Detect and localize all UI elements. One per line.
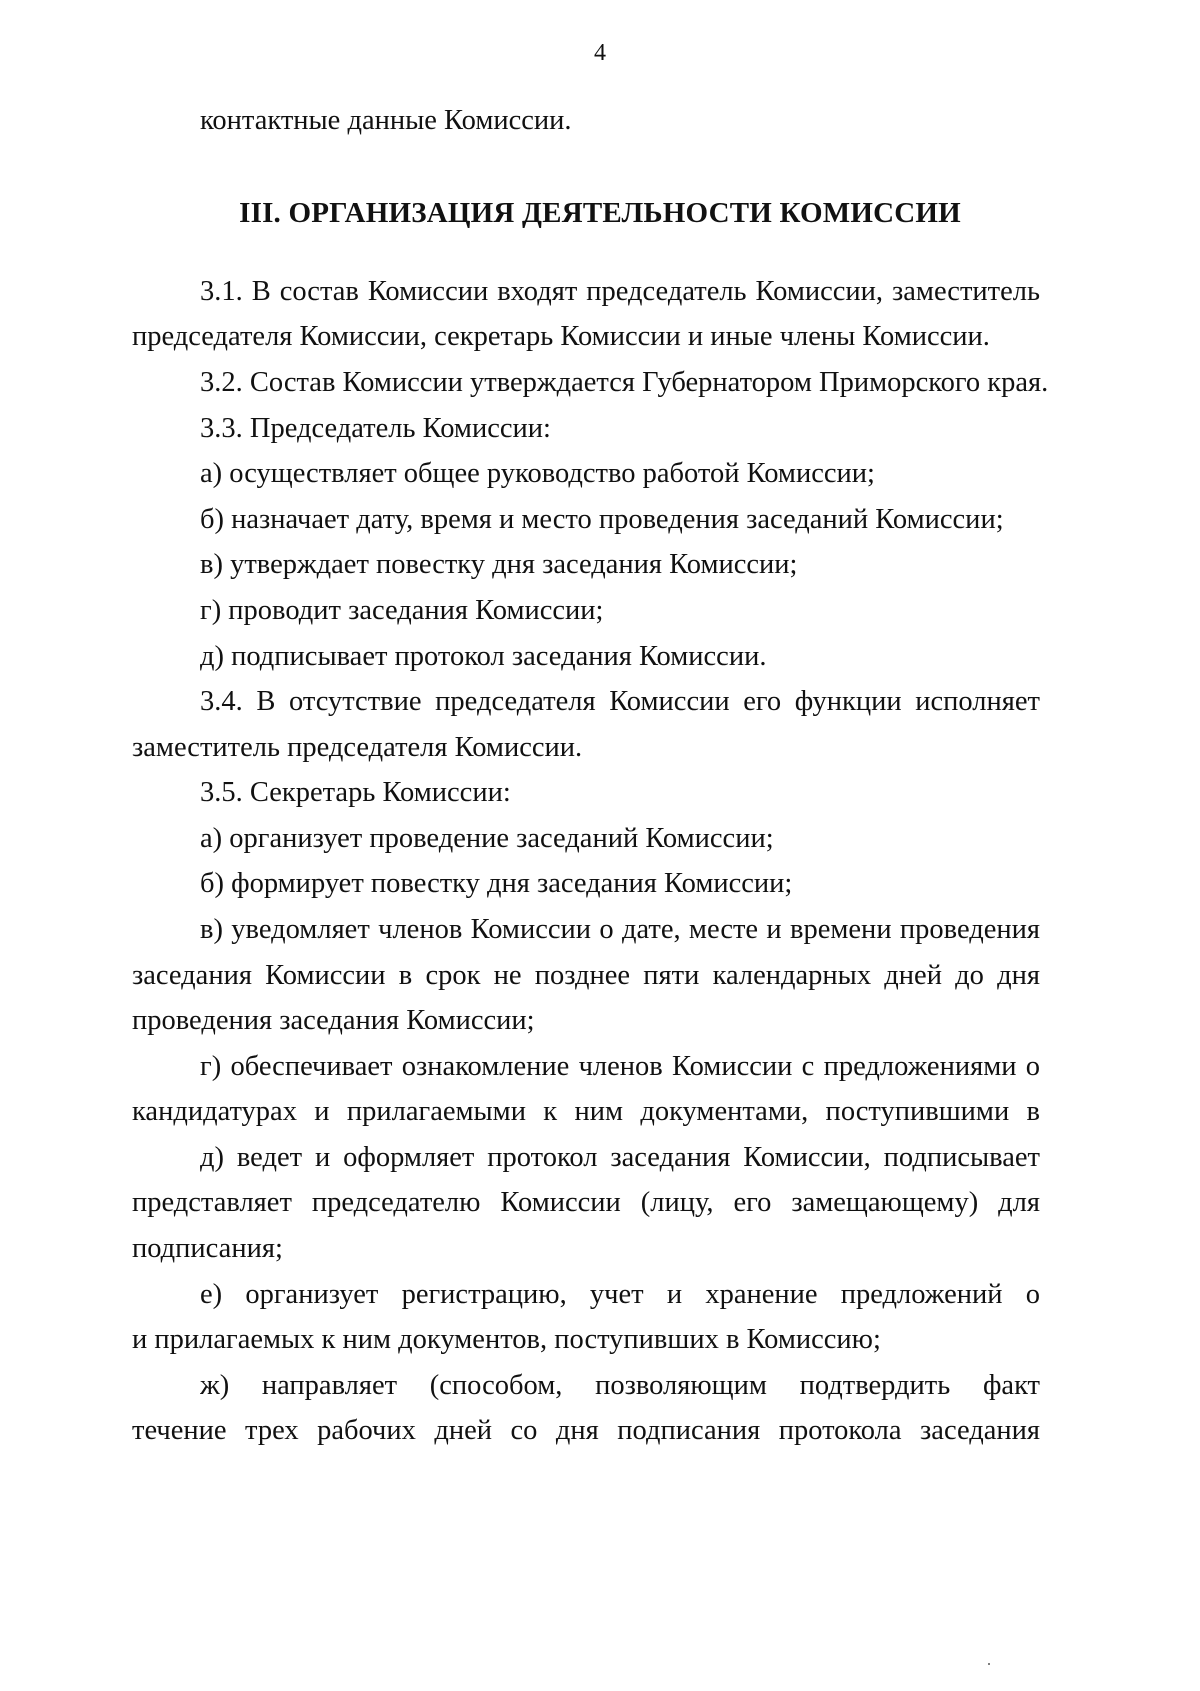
list-item: а) организует проведение заседаний Комиссии; [200, 823, 774, 854]
list-item-continuation: течение трех рабочих дней со дня подписания протокола заседания [132, 1415, 1040, 1446]
list-item: в) уведомляет членов Комиссии о дате, месте и времени проведения [200, 914, 1040, 945]
list-item: в) утверждает повестку дня заседания Комиссии; [200, 549, 798, 580]
paragraph-line: 3.5. Секретарь Комиссии: [200, 777, 511, 808]
list-item: ж) направляет (способом, позволяющим подтвердить факт [200, 1370, 1040, 1401]
list-item-continuation: проведения заседания Комиссии; [132, 1005, 535, 1036]
paragraph-line: председателя Комиссии, секретарь Комиссии и иные члены Комиссии. [132, 321, 990, 352]
list-item: д) подписывает протокол заседания Комиссии. [200, 641, 767, 672]
list-item-continuation: заседания Комиссии в срок не позднее пяти календарных дней до дня [132, 960, 1040, 991]
list-item-continuation: подписания; [132, 1233, 283, 1264]
list-item: б) назначает дату, время и место проведения заседаний Комиссии; [200, 504, 1004, 535]
paragraph-line: 3.1. В состав Комиссии входят председатель Комиссии, заместитель [200, 276, 1040, 307]
paragraph-line: 3.3. Председатель Комиссии: [200, 413, 551, 444]
list-item-continuation: кандидатурах и прилагаемыми к ним документами, поступившими в [132, 1096, 1040, 1127]
scan-speck [988, 1663, 990, 1665]
list-item: д) ведет и оформляет протокол заседания Комиссии, подписывает [200, 1142, 1040, 1173]
paragraph-line: 3.4. В отсутствие председателя Комиссии его функции исполняет [200, 686, 1040, 717]
list-item: а) осуществляет общее руководство работой Комиссии; [200, 458, 875, 489]
list-item: б) формирует повестку дня заседания Комиссии; [200, 868, 793, 899]
page-number: 4 [594, 40, 606, 66]
list-item-continuation: представляет председателю Комиссии (лицу, его замещающему) для [132, 1187, 1040, 1218]
list-item: г) обеспечивает ознакомление членов Комиссии с предложениями о [200, 1051, 1040, 1082]
section-heading: III. ОРГАНИЗАЦИЯ ДЕЯТЕЛЬНОСТИ КОМИССИИ [239, 197, 961, 229]
paragraph-line: заместитель председателя Комиссии. [132, 732, 583, 763]
list-item: г) проводит заседания Комиссии; [200, 595, 604, 626]
list-item-continuation: и прилагаемых к ним документов, поступивших в Комиссию; [132, 1324, 881, 1355]
intro-line: контактные данные Комиссии. [200, 105, 572, 136]
paragraph-line: 3.2. Состав Комиссии утверждается Губернатором Приморского края. [200, 367, 1049, 398]
list-item: е) организует регистрацию, учет и хранение предложений о [200, 1279, 1040, 1310]
